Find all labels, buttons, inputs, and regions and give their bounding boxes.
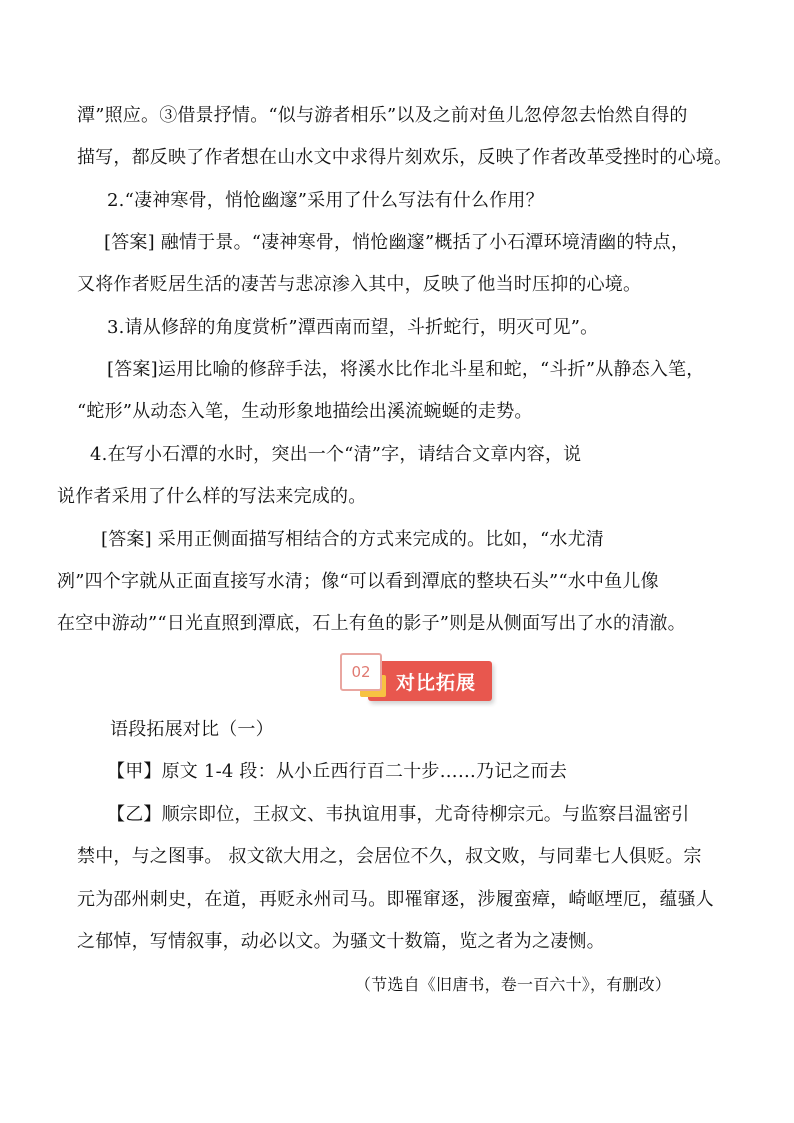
question-4-line-1: 4.在写小石潭的水时，突出一个“清”字，请结合文章内容，说 [90,444,582,465]
answer-4-line-1: [答案] 采用正侧面描写相结合的方式来完成的。比如，“水尤清 [101,529,604,550]
passage-b-line-1: 【乙】顺宗即位，王叔文、韦执谊用事，尤奇待柳宗元。与监察吕温密引 [107,804,690,825]
section-number: 02 [340,653,382,691]
question-4-line-2: 说作者采用了什么样的写法来完成的。 [57,486,367,507]
text-line: 描写，都反映了作者想在山水文中求得片刻欢乐，反映了作者改革受挫时的心境。 [77,147,733,168]
answer-2-line-1: [答案] 融情于景。“凄神寒骨，悄怆幽邃”概括了小石潭环境清幽的特点， [104,232,690,253]
answer-2-line-2: 又将作者贬居生活的凄苦与悲凉渗入其中，反映了他当时压抑的心境。 [77,274,642,295]
passage-a: 【甲】原文 1-4 段：从小丘西行百二十步……乃记之而去 [107,761,568,782]
passage-b-line-4: 之郁悼，写情叙事，动必以文。为骚文十数篇，览之者为之凄恻。 [77,931,605,952]
text-line: 潭”照应。③借景抒情。“似与游者相乐”以及之前对鱼儿忽停忽去怡然自得的 [77,105,688,126]
passage-b-line-2: 禁中，与之图事。 叔文欲大用之，会居位不久，叔文败，与同辈七人俱贬。宗 [77,846,702,867]
section-title: 对比拓展 [396,672,477,694]
question-2: 2.“凄神寒骨，悄怆幽邃”采用了什么写法有什么作用？ [107,190,544,211]
source-citation: （节选自《旧唐书，卷一百六十》，有删改） [355,975,672,994]
subsection-title: 语段拓展对比（一） [110,719,274,740]
answer-3-line-2: “蛇形”从动态入笔，生动形象地描绘出溪流蜿蜒的走势。 [77,401,533,422]
answer-3-line-1: [答案]运用比喻的修辞手法，将溪水比作北斗星和蛇，“斗折”从静态入笔， [107,359,705,380]
question-3: 3.请从修辞的角度赏析”潭西南而望，斗折蛇行，明灭可见”。 [107,317,599,338]
answer-4-line-3: 在空中游动”“日光直照到潭底，石上有鱼的影子”则是从侧面写出了水的清澈。 [57,613,686,634]
section-badge [340,653,492,703]
passage-b-line-3: 元为邵州刺史，在道，再贬永州司马。即罹窜逐，涉履蛮瘴，崎岖堙厄，蕴骚人 [77,889,714,910]
answer-4-line-2: 冽”四个字就从正面直接写水清；像“可以看到潭底的整块石头”“水中鱼儿像 [57,571,659,592]
